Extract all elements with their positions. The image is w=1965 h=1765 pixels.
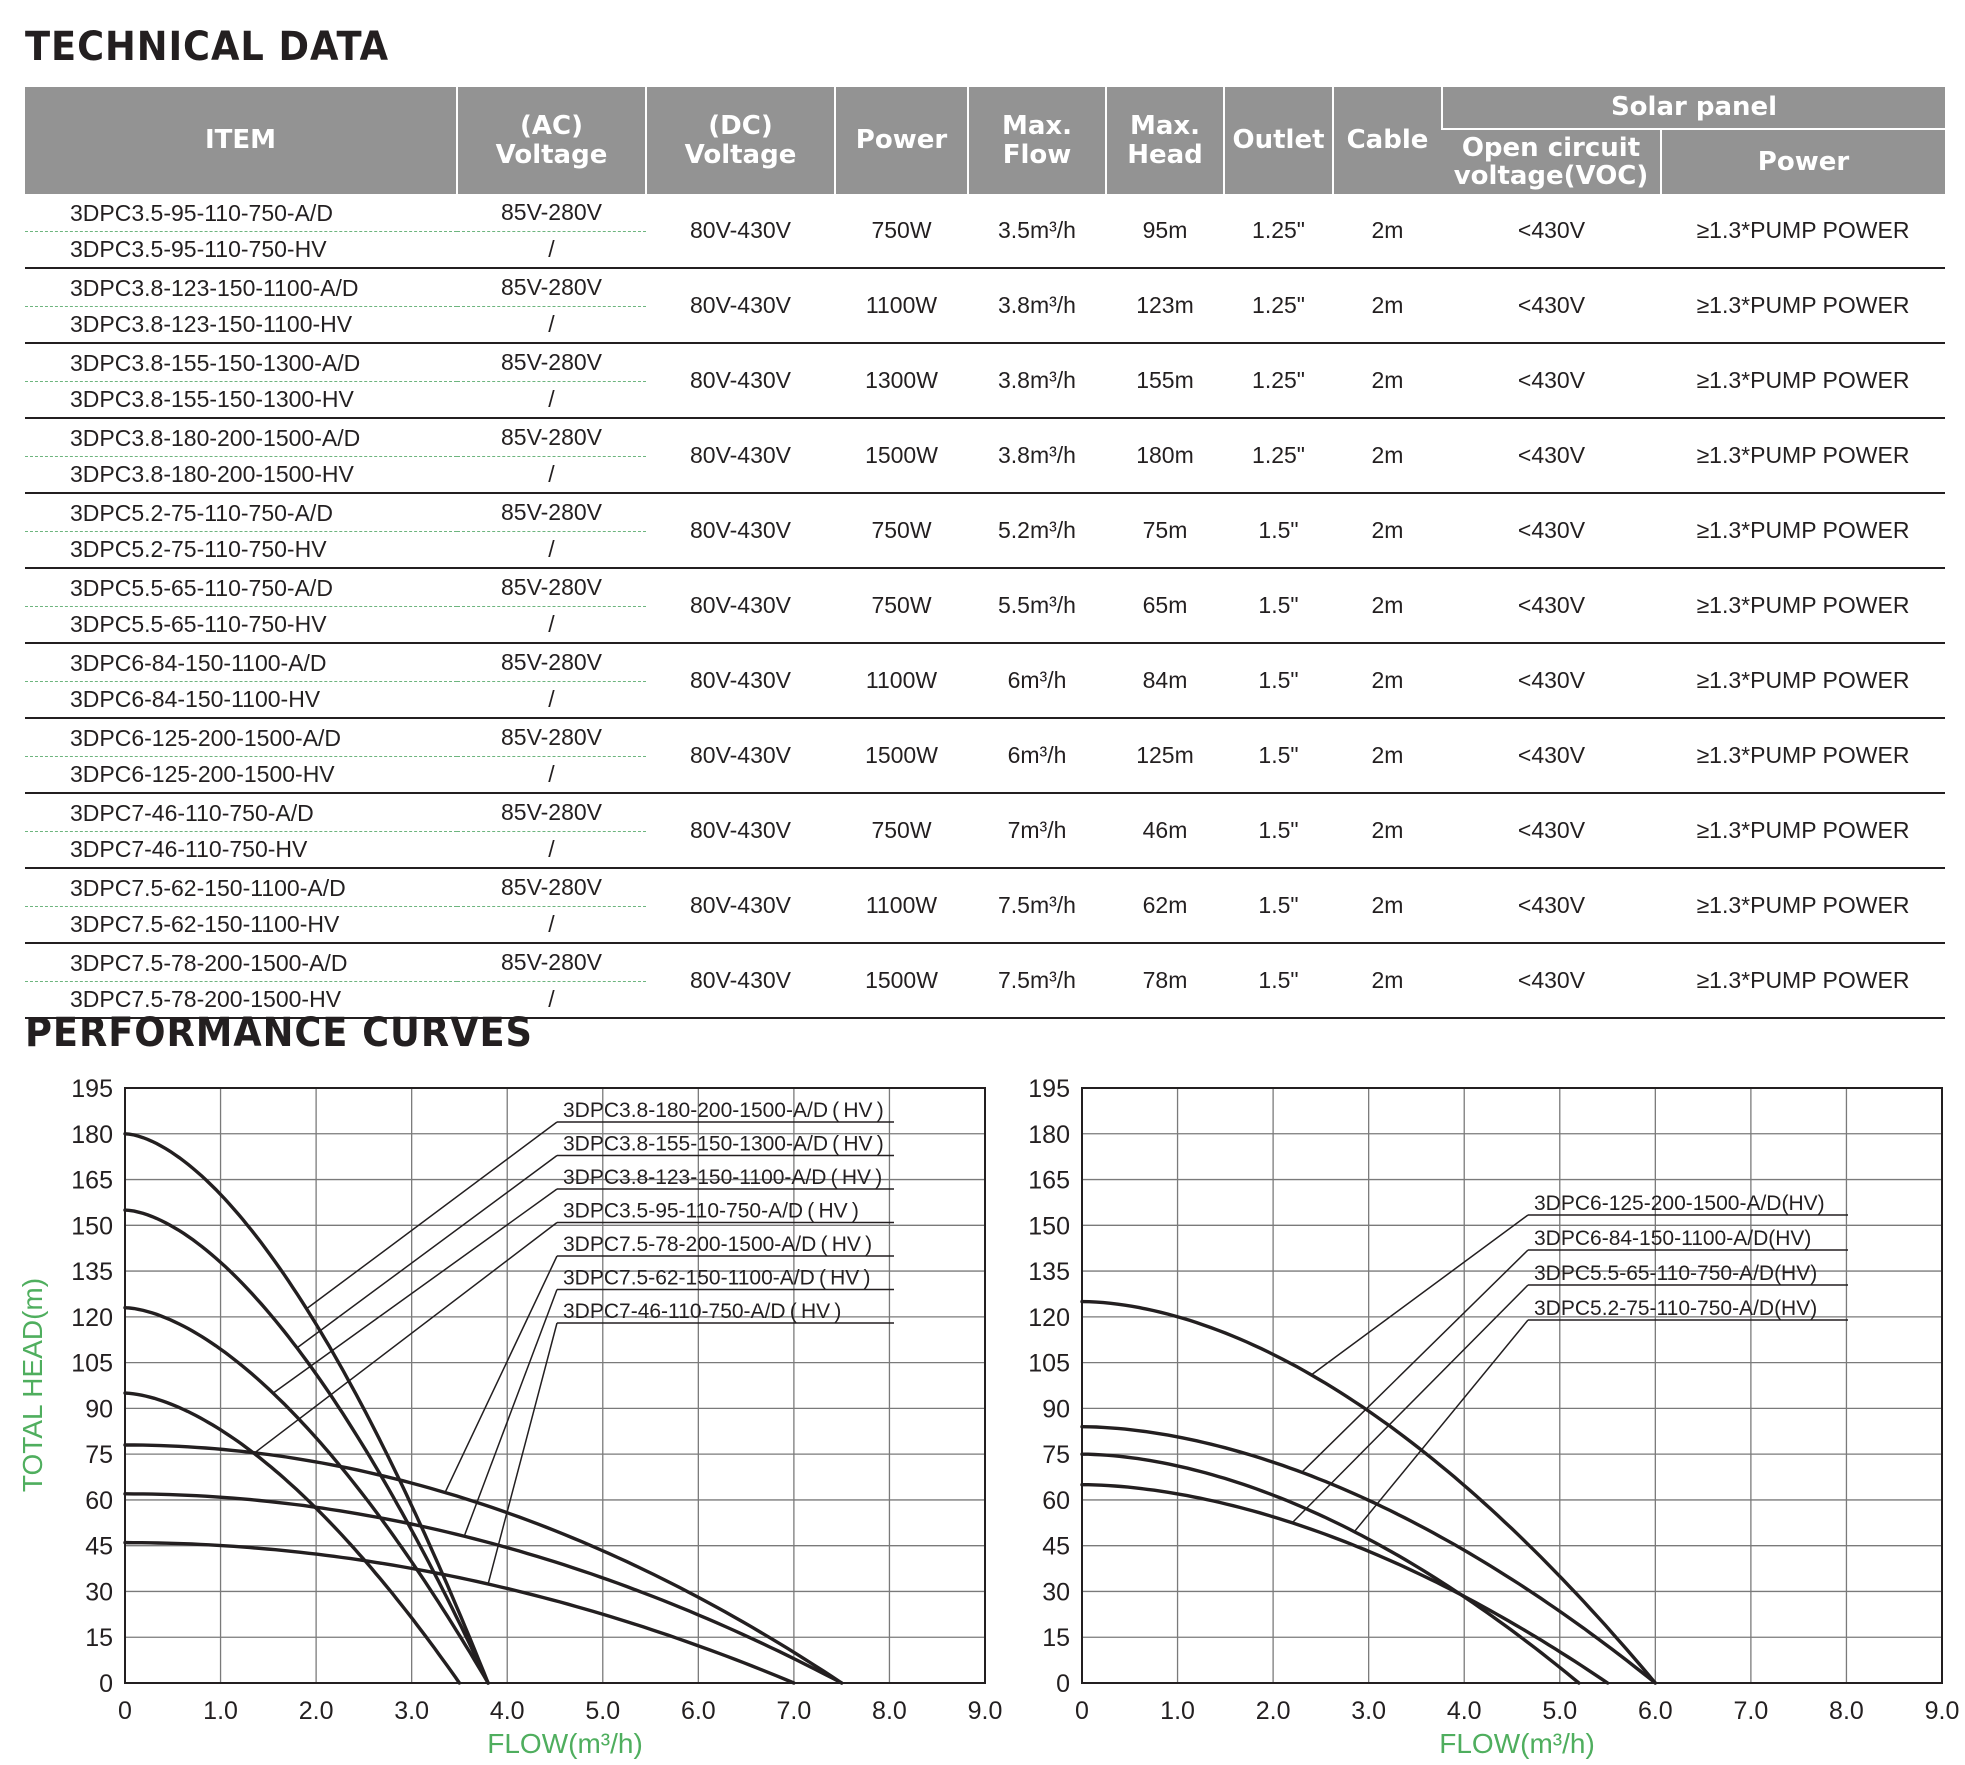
series-curve <box>125 1445 842 1683</box>
item-hv-cell: 3DPC3.8-123-150-1100-HV <box>25 307 457 344</box>
dc-voltage-cell: 80V-430V <box>646 643 835 718</box>
dc-voltage-cell: 80V-430V <box>646 718 835 793</box>
y-tick-label: 15 <box>85 1624 113 1653</box>
outlet-cell: 1.5" <box>1224 718 1333 793</box>
voc-cell: <430V <box>1442 793 1661 868</box>
item-ad-cell: 3DPC7.5-78-200-1500-A/D <box>25 943 457 982</box>
header-cable: Cable <box>1333 87 1442 194</box>
ac-voltage-ad-cell: 85V-280V <box>457 268 646 307</box>
header-max-head: Max. Head <box>1106 87 1224 194</box>
y-tick-label: 15 <box>1042 1624 1070 1653</box>
table-row <box>25 493 1945 532</box>
item-hv-cell: 3DPC5.5-65-110-750-HV <box>25 607 457 644</box>
outlet-cell: 1.5" <box>1224 793 1333 868</box>
dc-voltage-cell: 80V-430V <box>646 868 835 943</box>
series-label: 3DPC6-125-200-1500-A/D(HV) <box>1534 1192 1825 1215</box>
dc-voltage-cell: 80V-430V <box>646 568 835 643</box>
header-panel-power: Power <box>1661 129 1945 194</box>
voc-cell: <430V <box>1442 343 1661 418</box>
item-hv-cell: 3DPC3.5-95-110-750-HV <box>25 232 457 269</box>
x-tick-label: 4.0 <box>1446 1697 1482 1725</box>
x-tick-label: 8.0 <box>1829 1697 1864 1725</box>
ac-voltage-ad-cell: 85V-280V <box>457 343 646 382</box>
max-flow-cell: 5.2m³/h <box>968 493 1106 568</box>
x-tick-label: 6.0 <box>1637 1697 1673 1725</box>
outlet-cell: 1.25" <box>1224 343 1333 418</box>
header-outlet: Outlet <box>1224 87 1333 194</box>
dc-voltage-cell: 80V-430V <box>646 343 835 418</box>
panel-power-cell: ≥1.3*PUMP POWER <box>1661 418 1945 493</box>
y-tick-label: 45 <box>1042 1532 1070 1561</box>
item-hv-cell: 3DPC5.2-75-110-750-HV <box>25 532 457 569</box>
series-label: 3DPC7-46-110-750-A/D ( HV ) <box>563 1300 842 1323</box>
y-tick-label: 60 <box>85 1486 113 1515</box>
x-tick-label: 1.0 <box>1160 1697 1195 1725</box>
y-tick-label: 150 <box>71 1212 113 1241</box>
x-tick-label: 3.0 <box>394 1697 430 1725</box>
voc-cell: <430V <box>1442 493 1661 568</box>
panel-power-cell: ≥1.3*PUMP POWER <box>1661 793 1945 868</box>
y-tick-label: 105 <box>1028 1349 1070 1378</box>
header-dc-voltage: (DC) Voltage <box>646 87 835 194</box>
outlet-cell: 1.25" <box>1224 418 1333 493</box>
max-head-cell: 155m <box>1106 343 1224 418</box>
panel-power-cell: ≥1.3*PUMP POWER <box>1661 868 1945 943</box>
item-hv-cell: 3DPC7.5-62-150-1100-HV <box>25 907 457 944</box>
max-head-cell: 75m <box>1106 493 1224 568</box>
ac-voltage-hv-cell: / <box>457 382 646 419</box>
series-curve <box>1082 1485 1608 1683</box>
table-row <box>25 194 1945 232</box>
max-flow-cell: 6m³/h <box>968 718 1106 793</box>
power-cell: 1500W <box>835 418 968 493</box>
y-tick-label: 165 <box>1028 1166 1070 1195</box>
max-head-cell: 180m <box>1106 418 1224 493</box>
max-flow-cell: 3.8m³/h <box>968 418 1106 493</box>
ac-voltage-ad-cell: 85V-280V <box>457 568 646 607</box>
header-solar-panel: Solar panel <box>1442 87 1945 129</box>
voc-cell: <430V <box>1442 643 1661 718</box>
outlet-cell: 1.25" <box>1224 268 1333 343</box>
dc-voltage-cell: 80V-430V <box>646 493 835 568</box>
cable-cell: 2m <box>1333 268 1442 343</box>
panel-power-cell: ≥1.3*PUMP POWER <box>1661 943 1945 1018</box>
voc-cell: <430V <box>1442 718 1661 793</box>
panel-power-cell: ≥1.3*PUMP POWER <box>1661 343 1945 418</box>
x-tick-label: 0 <box>118 1697 132 1725</box>
max-head-cell: 78m <box>1106 943 1224 1018</box>
y-tick-label: 30 <box>1042 1578 1070 1607</box>
cable-cell: 2m <box>1333 418 1442 493</box>
item-hv-cell: 3DPC7-46-110-750-HV <box>25 832 457 869</box>
header-power: Power <box>835 87 968 194</box>
x-tick-label: 2.0 <box>298 1697 334 1725</box>
series-leader-line <box>1311 1215 1528 1375</box>
panel-power-cell: ≥1.3*PUMP POWER <box>1661 568 1945 643</box>
max-flow-cell: 6m³/h <box>968 643 1106 718</box>
series-label: 3DPC3.8-123-150-1100-A/D ( HV ) <box>563 1166 883 1189</box>
y-tick-label: 120 <box>1028 1303 1070 1332</box>
cable-cell: 2m <box>1333 194 1442 268</box>
performance-chart-right <box>960 1070 1960 1760</box>
header-max-flow: Max. Flow <box>968 87 1106 194</box>
x-tick-label: 4.0 <box>489 1697 525 1725</box>
series-label: 3DPC5.5-65-110-750-A/D(HV) <box>1534 1262 1818 1285</box>
ac-voltage-hv-cell: / <box>457 307 646 344</box>
item-ad-cell: 3DPC6-125-200-1500-A/D <box>25 718 457 757</box>
y-tick-label: 30 <box>85 1578 113 1607</box>
power-cell: 1500W <box>835 718 968 793</box>
x-axis-title: FLOW(m³/h) <box>487 1728 643 1759</box>
y-tick-label: 45 <box>85 1532 113 1561</box>
x-tick-label: 9.0 <box>967 1697 1003 1725</box>
max-head-cell: 84m <box>1106 643 1224 718</box>
y-tick-label: 180 <box>71 1120 113 1149</box>
voc-cell: <430V <box>1442 418 1661 493</box>
table-row <box>25 718 1945 757</box>
x-axis-title: FLOW(m³/h) <box>1439 1728 1595 1759</box>
max-head-cell: 123m <box>1106 268 1224 343</box>
item-hv-cell: 3DPC7.5-78-200-1500-HV <box>25 982 457 1019</box>
voc-cell: <430V <box>1442 568 1661 643</box>
voc-cell: <430V <box>1442 943 1661 1018</box>
dc-voltage-cell: 80V-430V <box>646 943 835 1018</box>
max-flow-cell: 3.8m³/h <box>968 268 1106 343</box>
header-item: ITEM <box>25 87 457 194</box>
y-tick-label: 0 <box>99 1670 113 1698</box>
y-tick-label: 120 <box>71 1303 113 1332</box>
dc-voltage-cell: 80V-430V <box>646 793 835 868</box>
y-tick-label: 75 <box>85 1441 113 1470</box>
ac-voltage-hv-cell: / <box>457 982 646 1019</box>
y-tick-label: 105 <box>71 1349 113 1378</box>
technical-data-title: TECHNICAL DATA <box>25 24 390 70</box>
x-tick-label: 7.0 <box>776 1697 812 1725</box>
ac-voltage-ad-cell: 85V-280V <box>457 418 646 457</box>
y-tick-label: 135 <box>1028 1258 1070 1287</box>
cable-cell: 2m <box>1333 343 1442 418</box>
ac-voltage-ad-cell: 85V-280V <box>457 943 646 982</box>
series-label: 3DPC3.8-155-150-1300-A/D ( HV ) <box>563 1132 884 1156</box>
cable-cell: 2m <box>1333 868 1442 943</box>
series-label: 3DPC7.5-62-150-1100-A/D ( HV ) <box>563 1266 871 1290</box>
series-label: 3DPC6-84-150-1100-A/D(HV) <box>1534 1227 1812 1250</box>
power-cell: 750W <box>835 568 968 643</box>
item-ad-cell: 3DPC5.5-65-110-750-A/D <box>25 568 457 607</box>
cable-cell: 2m <box>1333 943 1442 1018</box>
item-ad-cell: 3DPC3.8-180-200-1500-A/D <box>25 418 457 457</box>
y-tick-label: 0 <box>1056 1670 1070 1698</box>
item-hv-cell: 3DPC6-125-200-1500-HV <box>25 757 457 794</box>
panel-power-cell: ≥1.3*PUMP POWER <box>1661 643 1945 718</box>
panel-power-cell: ≥1.3*PUMP POWER <box>1661 268 1945 343</box>
cable-cell: 2m <box>1333 643 1442 718</box>
series-leader-line <box>445 1256 557 1492</box>
max-head-cell: 65m <box>1106 568 1224 643</box>
dc-voltage-cell: 80V-430V <box>646 268 835 343</box>
x-tick-label: 5.0 <box>585 1697 621 1725</box>
power-cell: 750W <box>835 493 968 568</box>
max-head-cell: 125m <box>1106 718 1224 793</box>
max-flow-cell: 7.5m³/h <box>968 943 1106 1018</box>
ac-voltage-hv-cell: / <box>457 682 646 719</box>
item-ad-cell: 3DPC6-84-150-1100-A/D <box>25 643 457 682</box>
performance-curves-title: PERFORMANCE CURVES <box>25 1010 533 1056</box>
x-tick-label: 1.0 <box>203 1697 238 1725</box>
power-cell: 1300W <box>835 343 968 418</box>
dc-voltage-cell: 80V-430V <box>646 194 835 268</box>
x-tick-label: 8.0 <box>872 1697 907 1725</box>
item-ad-cell: 3DPC3.8-123-150-1100-A/D <box>25 268 457 307</box>
panel-power-cell: ≥1.3*PUMP POWER <box>1661 718 1945 793</box>
y-tick-label: 135 <box>71 1258 113 1287</box>
ac-voltage-ad-cell: 85V-280V <box>457 868 646 907</box>
voc-cell: <430V <box>1442 268 1661 343</box>
cable-cell: 2m <box>1333 493 1442 568</box>
x-tick-label: 7.0 <box>1733 1697 1769 1725</box>
technical-data-body <box>25 194 1945 1018</box>
y-tick-label: 165 <box>71 1166 113 1195</box>
series-label: 3DPC7.5-78-200-1500-A/D ( HV ) <box>563 1233 873 1256</box>
table-row <box>25 643 1945 682</box>
max-head-cell: 62m <box>1106 868 1224 943</box>
power-cell: 1100W <box>835 643 968 718</box>
series-label: 3DPC5.2-75-110-750-A/D(HV) <box>1534 1297 1818 1320</box>
x-tick-label: 6.0 <box>680 1697 716 1725</box>
max-flow-cell: 5.5m³/h <box>968 568 1106 643</box>
cable-cell: 2m <box>1333 793 1442 868</box>
max-flow-cell: 7m³/h <box>968 793 1106 868</box>
max-flow-cell: 3.8m³/h <box>968 343 1106 418</box>
y-tick-label: 90 <box>85 1395 113 1424</box>
series-curve <box>125 1393 459 1683</box>
item-ad-cell: 3DPC7-46-110-750-A/D <box>25 793 457 832</box>
power-cell: 750W <box>835 793 968 868</box>
voc-cell: <430V <box>1442 194 1661 268</box>
voc-cell: <430V <box>1442 868 1661 943</box>
header-voc: Open circuit voltage(VOC) <box>1442 129 1661 194</box>
power-cell: 750W <box>835 194 968 268</box>
chart-grid <box>1082 1088 1942 1683</box>
table-row <box>25 418 1945 457</box>
series-leader-line <box>254 1223 557 1454</box>
cable-cell: 2m <box>1333 718 1442 793</box>
power-cell: 1500W <box>835 943 968 1018</box>
item-ad-cell: 3DPC5.2-75-110-750-A/D <box>25 493 457 532</box>
ac-voltage-ad-cell: 85V-280V <box>457 493 646 532</box>
header-ac-voltage: (AC) Voltage <box>457 87 646 194</box>
y-tick-label: 150 <box>1028 1212 1070 1241</box>
table-row <box>25 568 1945 607</box>
cable-cell: 2m <box>1333 568 1442 643</box>
item-ad-cell: 3DPC3.8-155-150-1300-A/D <box>25 343 457 382</box>
item-ad-cell: 3DPC3.5-95-110-750-A/D <box>25 194 457 232</box>
table-row <box>25 343 1945 382</box>
table-row <box>25 268 1945 307</box>
series-curve <box>1082 1454 1579 1683</box>
ac-voltage-hv-cell: / <box>457 457 646 494</box>
outlet-cell: 1.5" <box>1224 943 1333 1018</box>
series-leader-line <box>1292 1285 1528 1523</box>
power-cell: 1100W <box>835 268 968 343</box>
x-tick-label: 5.0 <box>1542 1697 1578 1725</box>
item-ad-cell: 3DPC7.5-62-150-1100-A/D <box>25 868 457 907</box>
item-hv-cell: 3DPC6-84-150-1100-HV <box>25 682 457 719</box>
series-label: 3DPC3.5-95-110-750-A/D ( HV ) <box>563 1199 859 1223</box>
outlet-cell: 1.5" <box>1224 868 1333 943</box>
ac-voltage-hv-cell: / <box>457 607 646 644</box>
performance-chart-left <box>0 1070 1010 1760</box>
outlet-cell: 1.5" <box>1224 643 1333 718</box>
ac-voltage-hv-cell: / <box>457 757 646 794</box>
y-axis-title: TOTAL HEAD(m) <box>17 1277 48 1493</box>
series-label: 3DPC3.8-180-200-1500-A/D ( HV ) <box>563 1099 884 1122</box>
x-tick-label: 2.0 <box>1255 1697 1291 1725</box>
max-head-cell: 46m <box>1106 793 1224 868</box>
ac-voltage-ad-cell: 85V-280V <box>457 643 646 682</box>
ac-voltage-hv-cell: / <box>457 232 646 269</box>
panel-power-cell: ≥1.3*PUMP POWER <box>1661 194 1945 268</box>
max-flow-cell: 7.5m³/h <box>968 868 1106 943</box>
series-curve <box>125 1494 842 1683</box>
ac-voltage-hv-cell: / <box>457 532 646 569</box>
max-flow-cell: 3.5m³/h <box>968 194 1106 268</box>
outlet-cell: 1.25" <box>1224 194 1333 268</box>
panel-power-cell: ≥1.3*PUMP POWER <box>1661 493 1945 568</box>
item-hv-cell: 3DPC3.8-180-200-1500-HV <box>25 457 457 494</box>
y-tick-label: 180 <box>1028 1120 1070 1149</box>
outlet-cell: 1.5" <box>1224 493 1333 568</box>
x-tick-label: 0 <box>1075 1697 1089 1725</box>
y-tick-label: 75 <box>1042 1441 1070 1470</box>
ac-voltage-hv-cell: / <box>457 907 646 944</box>
power-cell: 1100W <box>835 868 968 943</box>
table-row <box>25 793 1945 832</box>
dc-voltage-cell: 80V-430V <box>646 418 835 493</box>
table-row <box>25 943 1945 982</box>
item-hv-cell: 3DPC3.8-155-150-1300-HV <box>25 382 457 419</box>
x-tick-label: 3.0 <box>1351 1697 1387 1725</box>
x-tick-label: 9.0 <box>1924 1697 1960 1725</box>
max-head-cell: 95m <box>1106 194 1224 268</box>
y-tick-label: 195 <box>1028 1075 1070 1103</box>
ac-voltage-hv-cell: / <box>457 832 646 869</box>
y-tick-label: 60 <box>1042 1486 1070 1515</box>
y-tick-label: 90 <box>1042 1395 1070 1424</box>
ac-voltage-ad-cell: 85V-280V <box>457 194 646 232</box>
table-row <box>25 868 1945 907</box>
outlet-cell: 1.5" <box>1224 568 1333 643</box>
y-tick-label: 195 <box>71 1075 113 1103</box>
plot-frame <box>1082 1088 1942 1683</box>
ac-voltage-ad-cell: 85V-280V <box>457 718 646 757</box>
ac-voltage-ad-cell: 85V-280V <box>457 793 646 832</box>
technical-data-table <box>25 87 1945 1019</box>
